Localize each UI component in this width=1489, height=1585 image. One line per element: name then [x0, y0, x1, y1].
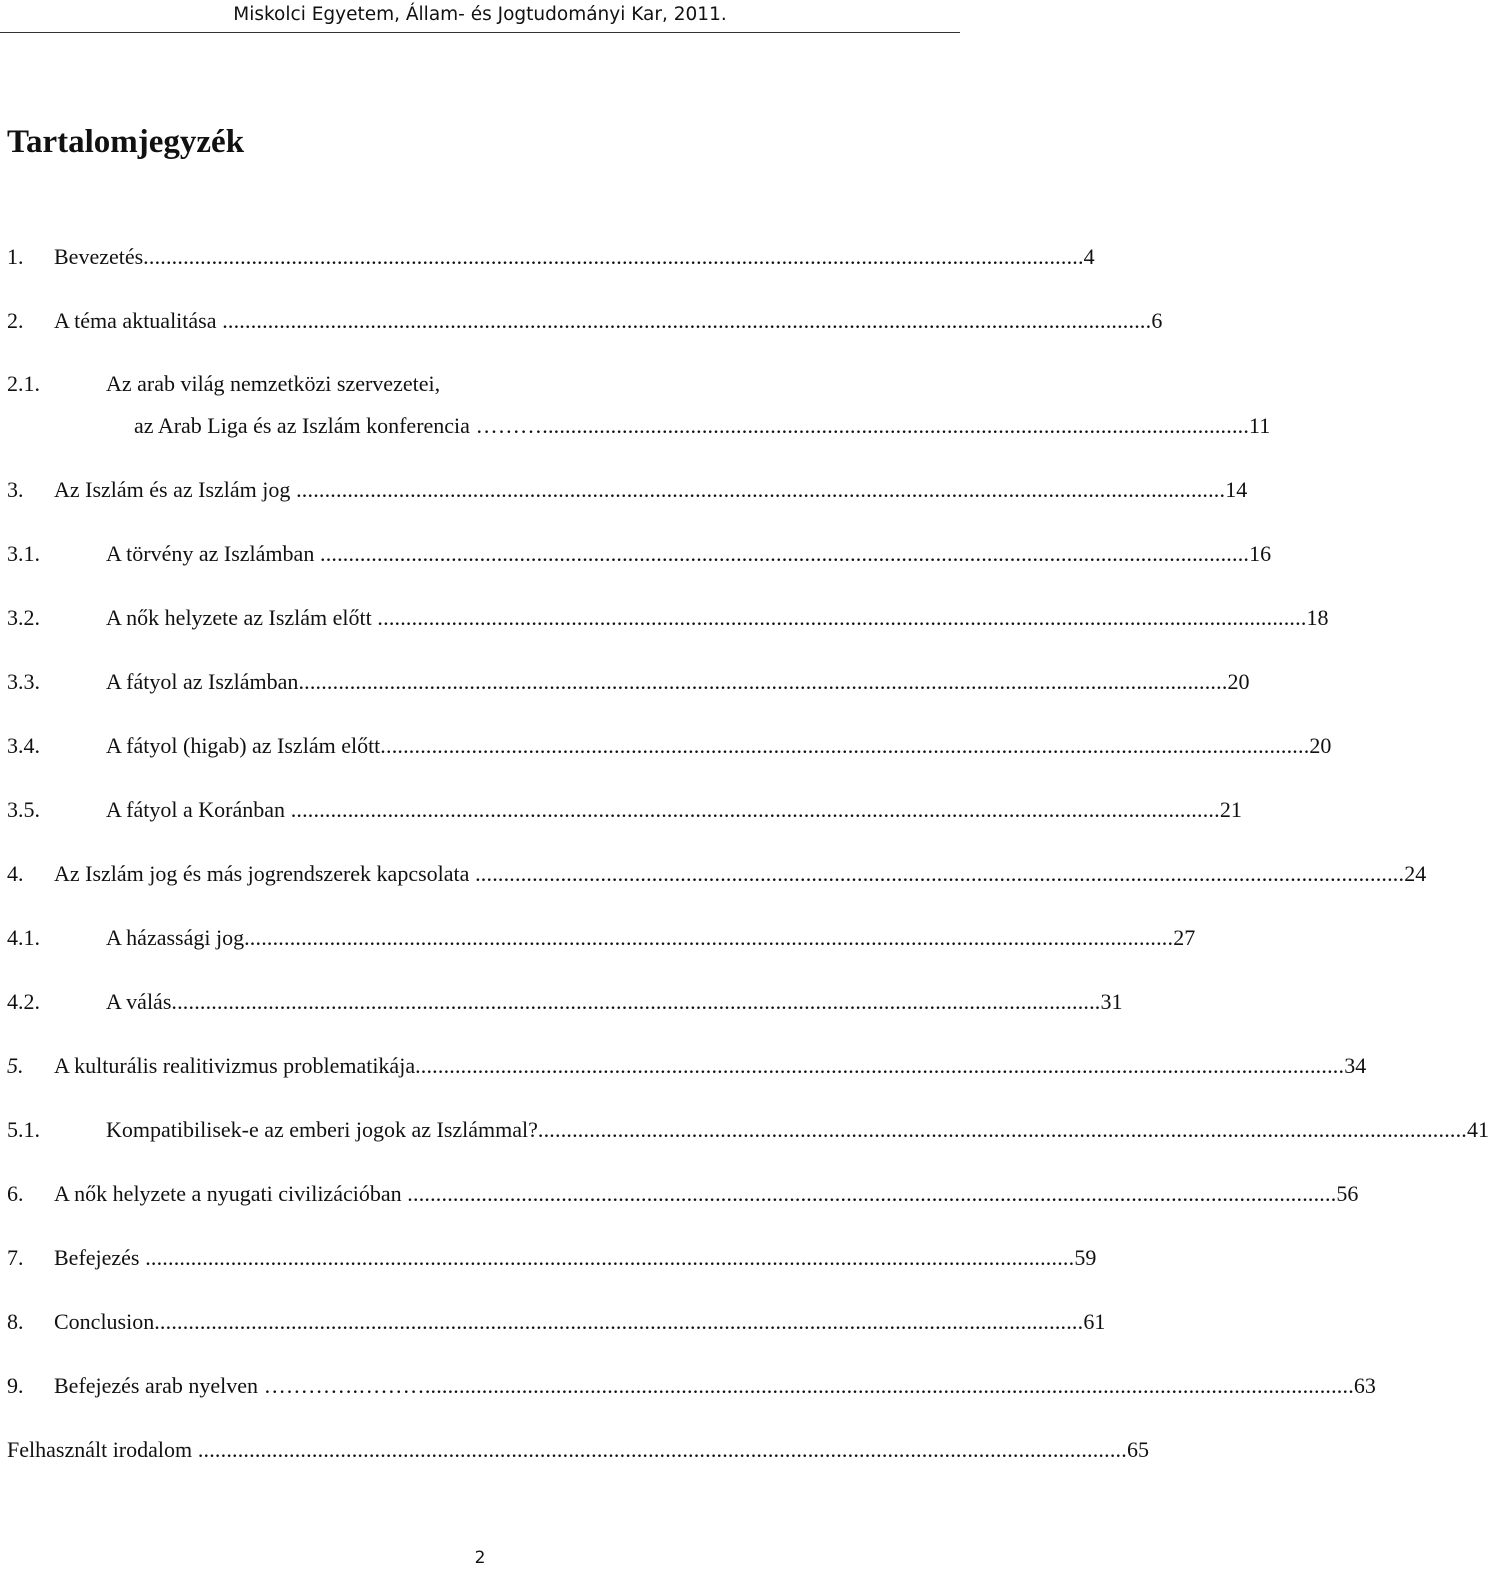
toc-entry-page: 14 — [1225, 477, 1248, 502]
dot-leader: ..................................................................................................................................................................... — [143, 244, 1084, 269]
toc-entry-page: 6 — [1151, 308, 1163, 333]
toc-entry-page: 59 — [1074, 1245, 1097, 1270]
toc-entry-number: 3.4. — [7, 733, 40, 758]
dot-leader: ................................................................................................................................................................... — [415, 1053, 1345, 1078]
toc-entry-number: 4.1. — [7, 925, 40, 950]
dot-leader: ................................................................................................................................................................... — [314, 541, 1250, 566]
leader-prefix: ……….. — [475, 413, 554, 438]
toc-entry-number: 9. — [7, 1373, 24, 1398]
dot-leader: ................................................................................................................................................................... — [380, 733, 1310, 758]
toc-entry-page: 11 — [1249, 413, 1271, 438]
toc-entry-page: 4 — [1083, 244, 1095, 269]
toc-entry-number: 3.5. — [7, 797, 40, 822]
toc-entry-number: 4.2. — [7, 989, 40, 1014]
toc-entry-label: A fátyol az Iszlámban — [106, 669, 299, 694]
toc-entry-label: A fátyol (higab) az Iszlám előtt — [106, 733, 381, 758]
toc-entry-number: 5.1. — [7, 1117, 40, 1142]
toc-entry-number: 4. — [7, 861, 24, 886]
dot-leader: ................................................................................................................................................................... — [298, 669, 1228, 694]
dot-leader: ................................................................................................................................................................... — [285, 797, 1220, 822]
toc-entry-label: A kulturális realitivizmus problematikája — [54, 1053, 416, 1078]
running-header: Miskolci Egyetem, Állam- és Jogtudományi Kar, 2011. — [233, 4, 727, 25]
toc-entry-label: Bevezetés — [54, 244, 144, 269]
toc-entry-label: Az arab világ nemzetközi szervezetei, — [106, 371, 441, 396]
toc-entry-number: 3.1. — [7, 541, 40, 566]
toc-entry-number: 1. — [7, 244, 24, 269]
dot-leader: ................................................................................................................................................................... — [216, 308, 1152, 333]
toc-entry-label: A nők helyzete a nyugati civilizációban — [54, 1181, 402, 1206]
toc-entry-label: Conclusion — [54, 1309, 155, 1334]
dot-leader: ................................................................................................................................................................... — [154, 1309, 1084, 1334]
toc-entry-label: A házassági jog — [106, 925, 245, 950]
toc-entry-label: A téma aktualitása — [54, 308, 217, 333]
dot-leader: ................................................................................................................................................................... — [192, 1437, 1127, 1462]
toc-entry-page: 65 — [1126, 1437, 1149, 1462]
toc-entry-page: 24 — [1404, 861, 1427, 886]
toc-entry-label: Befejezés — [54, 1245, 140, 1270]
leader-prefix: ………….……… — [263, 1373, 425, 1398]
toc-entry-page: 27 — [1173, 925, 1196, 950]
toc-entry-number: 7. — [7, 1245, 24, 1270]
dot-leader: ................................................................................................................................................................... — [139, 1245, 1075, 1270]
page-number: 2 — [474, 1548, 486, 1568]
toc-entry-label: A válás — [106, 989, 172, 1014]
toc-entry-page: 16 — [1249, 541, 1272, 566]
toc-entry-page: 20 — [1227, 669, 1250, 694]
toc-entry-label: Felhasznált irodalom — [7, 1437, 193, 1462]
toc-entry-label: az Arab Liga és az Iszlám konferencia — [134, 413, 470, 438]
toc-entry-page: 20 — [1309, 733, 1332, 758]
toc-entry-page: 56 — [1336, 1181, 1359, 1206]
page-title: Tartalomjegyzék — [7, 124, 245, 160]
dot-leader: ................................................................................................................................................................... — [290, 477, 1226, 502]
dot-leader: ………............................................................................................................................ — [475, 413, 1250, 438]
toc-entry-label: Az Iszlám és az Iszlám jog — [54, 477, 291, 502]
toc-entry-label: Kompatibilisek-e az emberi jogok az Iszlámmal? — [106, 1117, 538, 1142]
dot-leader: ................................................................................................................................................................... — [171, 989, 1101, 1014]
dot-leader: ................................................................................................................................................................... — [469, 861, 1405, 886]
toc-entry-label: A törvény az Iszlámban — [106, 541, 315, 566]
toc-entry-page: 31 — [1100, 989, 1123, 1014]
toc-entry-number: 8. — [7, 1309, 24, 1334]
toc-entry-page: 18 — [1306, 605, 1329, 630]
toc-entry-number: 3.2. — [7, 605, 40, 630]
toc-entry-page: 63 — [1353, 1373, 1376, 1398]
toc-entry-page: 61 — [1083, 1309, 1106, 1334]
toc-entry-number: 3.3. — [7, 669, 40, 694]
toc-entry-page: 21 — [1219, 797, 1242, 822]
toc-entry-label: A nők helyzete az Iszlám előtt — [106, 605, 372, 630]
dot-leader: ................................................................................................................................................................... — [244, 925, 1174, 950]
toc-entry-page: 34 — [1344, 1053, 1367, 1078]
toc-entry-number: 2. — [7, 308, 24, 333]
dot-leader: ................................................................................................................................................................... — [371, 605, 1307, 630]
dot-leader: ………….………................................................................................................................................................................... — [263, 1373, 1354, 1398]
toc-entry-page: 41 — [1467, 1117, 1489, 1142]
toc-entry-number: 5. — [7, 1053, 24, 1078]
toc-entry-number: 2.1. — [7, 371, 40, 396]
toc-entry-number: 3. — [7, 477, 24, 502]
toc-entry-label: Az Iszlám jog és más jogrendszerek kapcsolata — [54, 861, 470, 886]
toc-entry-label: A fátyol a Koránban — [106, 797, 285, 822]
dot-leader: ................................................................................................................................................................... — [537, 1117, 1467, 1142]
toc-entry-number: 6. — [7, 1181, 24, 1206]
dot-leader: ................................................................................................................................................................... — [401, 1181, 1337, 1206]
toc-entry-label: Befejezés arab nyelven — [54, 1373, 258, 1398]
